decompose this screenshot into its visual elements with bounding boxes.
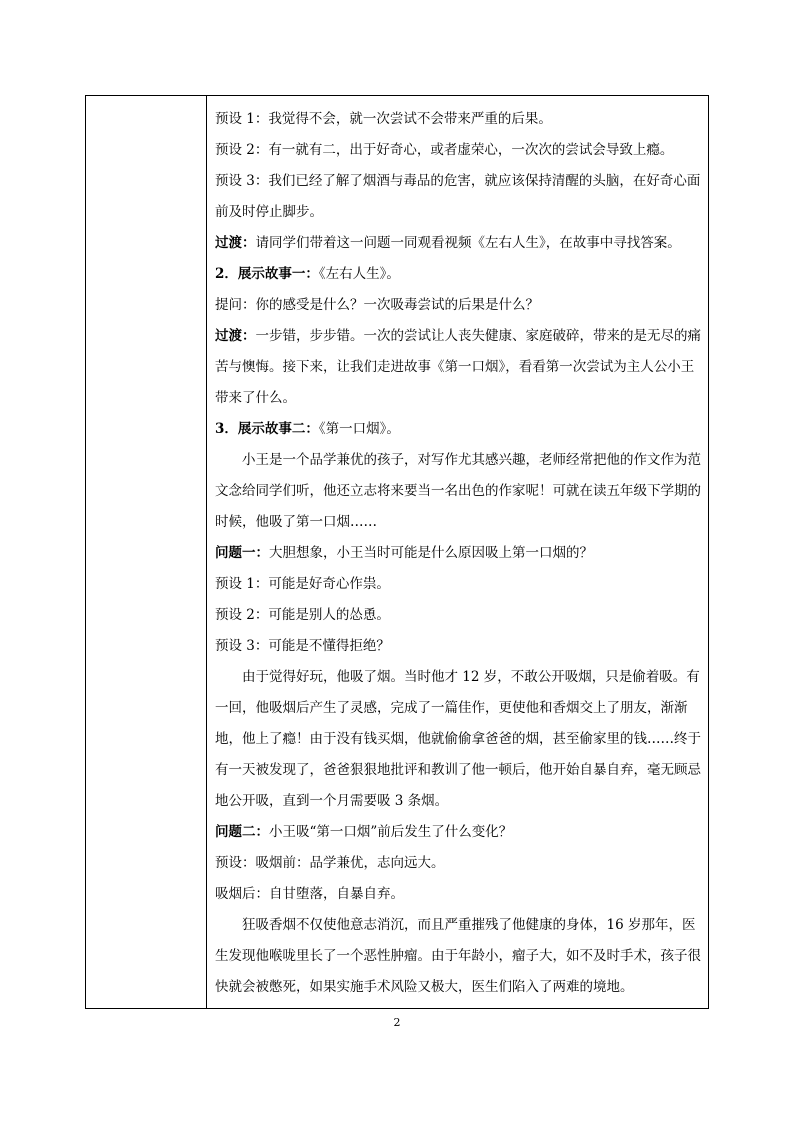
table-content-cell — [207, 96, 708, 1008]
transition-2 — [215, 321, 704, 414]
preset-1: 预设 1：我觉得不会，就一次尝试不会带来严重的后果。 — [215, 111, 552, 127]
story-paragraph-1: 小王是一个品学兼优的孩子，对写作尤其感兴趣，老师经常把他的作文作为范文念给同学们听，他还立志将来要当一名出色的作家呢！可就在读五年级下学期的时候，他吸了第一口烟…… — [215, 452, 701, 530]
question-one-label: 问题一： — [215, 545, 269, 561]
story-2-label: 3．展示故事二： — [215, 421, 319, 437]
transition-label: 过渡： — [215, 235, 256, 251]
story-1-heading — [215, 259, 704, 290]
answer-after: 吸烟后：自甘堕落，自暴自弃。 — [215, 886, 404, 902]
question-two-label: 问题二： — [215, 824, 269, 840]
story-paragraph-2: 由于觉得好玩，他吸了烟。当时他才 12 岁，不敢公开吸烟，只是偷着吸。有一回，他吸烟后产生了灵感，完成了一篇佳作，更使他和香烟交上了朋友，渐渐地，他上了瘾！由于没有钱买烟，他就偷偷拿爸爸的烟，甚至偷家里的钱……终于有一天被发现了，爸爸狠狠地批评和教训了他一顿后，他开始自暴自弃，毫无顾忌地公开吸，直到一个月需要吸 3 条烟。 — [215, 669, 701, 809]
transition-text: 请同学们带着这一问题一同观看视频《左右人生》，在故事中寻找答案。 — [255, 235, 681, 251]
answer-preset-2: 预设 2：可能是别人的怂恿。 — [215, 607, 390, 623]
question-two-text: 小王吸“第一口烟”前后发生了什么变化？ — [269, 824, 513, 840]
answer-preset-1: 预设 1：可能是好奇心作祟。 — [215, 576, 390, 592]
transition-1 — [215, 228, 704, 259]
answer-preset-3: 预设 3：可能是不懂得拒绝？ — [215, 638, 390, 654]
table-left-column — [86, 96, 207, 1008]
story-2-title: 《第一口烟》。 — [318, 421, 400, 437]
preset-2: 预设 2：有一就有二，出于好奇心，或者虚荣心，一次次的尝试会导致上瘾。 — [215, 142, 674, 158]
question-one-text: 大胆想象，小王当时可能是什么原因吸上第一口烟的？ — [269, 545, 593, 561]
question-two — [215, 817, 704, 848]
question-feeling: 提问：你的感受是什么？一次吸毒尝试的后果是什么？ — [215, 297, 539, 313]
preset-3: 预设 3：我们已经了解了烟酒与毒品的危害，就应该保持清醒的头脑，在好奇心面前及时停止脚步。 — [215, 173, 701, 220]
lesson-table — [85, 95, 709, 1009]
story-2-heading — [215, 414, 704, 445]
story-1-label: 2．展示故事一： — [215, 266, 319, 282]
story-paragraph-3: 狂吸香烟不仅使他意志消沉，而且严重摧残了他健康的身体，16 岁那年，医生发现他喉咙里长了一个恶性肿瘤。由于年龄小，瘤子大，如不及时手术，孩子很快就会被憋死，如果实施手术风险又极大，医生们陷入了两难的境地。 — [215, 917, 701, 995]
story-1-title: 《左右人生》。 — [318, 266, 400, 282]
transition-label: 过渡： — [215, 328, 256, 344]
transition-text: 一步错，步步错。一次的尝试让人丧失健康、家庭破碎，带来的是无尽的痛苦与懊悔。接下来，让我们走进故事《第一口烟》，看看第一次尝试为主人公小王带来了什么。 — [215, 328, 701, 406]
question-one — [215, 538, 704, 569]
page-number: 2 — [393, 1016, 401, 1029]
answer-before: 预设：吸烟前：品学兼优，志向远大。 — [215, 855, 445, 871]
